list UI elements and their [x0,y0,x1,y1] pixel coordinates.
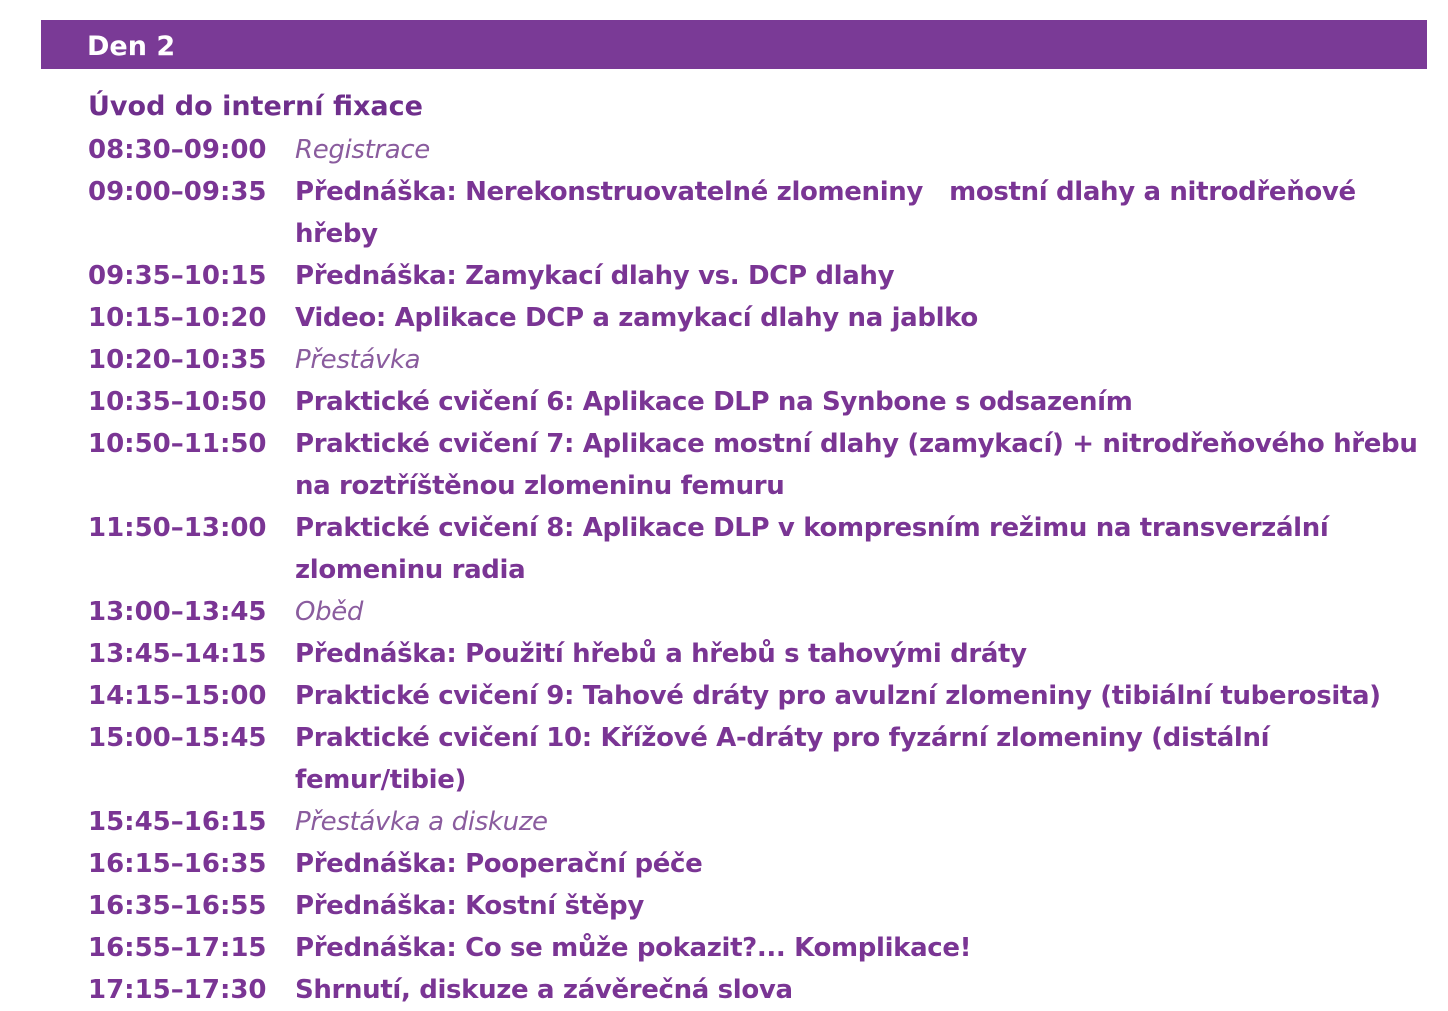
schedule-time: 16:55–17:15 [88,933,267,963]
schedule-row [88,885,1428,927]
schedule-description: Praktické cvičení 7: Aplikace mostní dlahy (zamykací) + nitrodřeňového hřebu na roztříštěnou zlomeninu femuru [295,429,1418,501]
schedule-description: Praktické cvičení 6: Aplikace DLP na Synbone s odsazením [295,387,1133,417]
schedule-row [88,969,1428,1011]
schedule-description: Přednáška: Nerekonstruovatelné zlomeniny mostní dlahy a nitrodřeňové hřeby [295,177,1365,249]
schedule-description: Přednáška: Co se může pokazit?... Komplikace! [295,933,972,963]
schedule-time: 15:00–15:45 [88,723,267,753]
schedule-list [88,129,1428,1011]
schedule-row [88,927,1428,969]
schedule-time: 16:15–16:35 [88,849,267,879]
schedule-description: Praktické cvičení 8: Aplikace DLP v kompresním režimu na transverzální zlomeninu radia [295,513,1329,585]
schedule-time: 13:45–14:15 [88,639,267,669]
schedule-description: Přednáška: Kostní štěpy [295,891,644,921]
schedule-description: Registrace [295,135,430,165]
day-title: Den 2 [87,31,176,62]
schedule-description: Praktické cvičení 10: Křížové A-dráty pro fyzární zlomeniny (distální femur/tibie) [295,723,1278,795]
schedule-time: 11:50–13:00 [88,513,267,543]
schedule-row [88,843,1428,885]
schedule-description: Přestávka [295,345,421,375]
schedule-row [88,675,1428,717]
schedule-row [88,297,1428,339]
schedule-description: Oběd [295,597,364,627]
schedule-time: 10:20–10:35 [88,345,267,375]
schedule-row [88,801,1428,843]
schedule-description: Přestávka a diskuze [295,807,548,837]
schedule-time: 13:00–13:45 [88,597,267,627]
schedule-row [88,339,1428,381]
schedule-row [88,171,1428,255]
schedule-time: 08:30–09:00 [88,135,267,165]
section-title: Úvod do interní fixace [88,91,423,122]
schedule-time: 10:50–11:50 [88,429,267,459]
schedule-row [88,129,1428,171]
schedule-description: Přednáška: Zamykací dlahy vs. DCP dlahy [295,261,895,291]
schedule-row [88,255,1428,297]
schedule-time: 09:35–10:15 [88,261,267,291]
schedule-row [88,633,1428,675]
schedule-row [88,381,1428,423]
schedule-time: 14:15–15:00 [88,681,267,711]
schedule-description: Přednáška: Použití hřebů a hřebů s tahovými dráty [295,639,1027,669]
schedule-row [88,423,1428,507]
schedule-time: 15:45–16:15 [88,807,267,837]
schedule-description: Shrnutí, diskuze a závěrečná slova [295,975,793,1005]
schedule-row [88,507,1428,591]
schedule-time: 09:00–09:35 [88,177,267,207]
schedule-row [88,591,1428,633]
schedule-time: 10:35–10:50 [88,387,267,417]
schedule-description: Praktické cvičení 9: Tahové dráty pro avulzní zlomeniny (tibiální tuberosita) [295,681,1381,711]
schedule-description: Přednáška: Pooperační péče [295,849,703,879]
schedule-description: Video: Aplikace DCP a zamykací dlahy na jablko [295,303,978,333]
schedule-row [88,717,1428,801]
day-header-bar [41,20,1427,69]
schedule-time: 10:15–10:20 [88,303,267,333]
schedule-time: 16:35–16:55 [88,891,267,921]
schedule-time: 17:15–17:30 [88,975,267,1005]
